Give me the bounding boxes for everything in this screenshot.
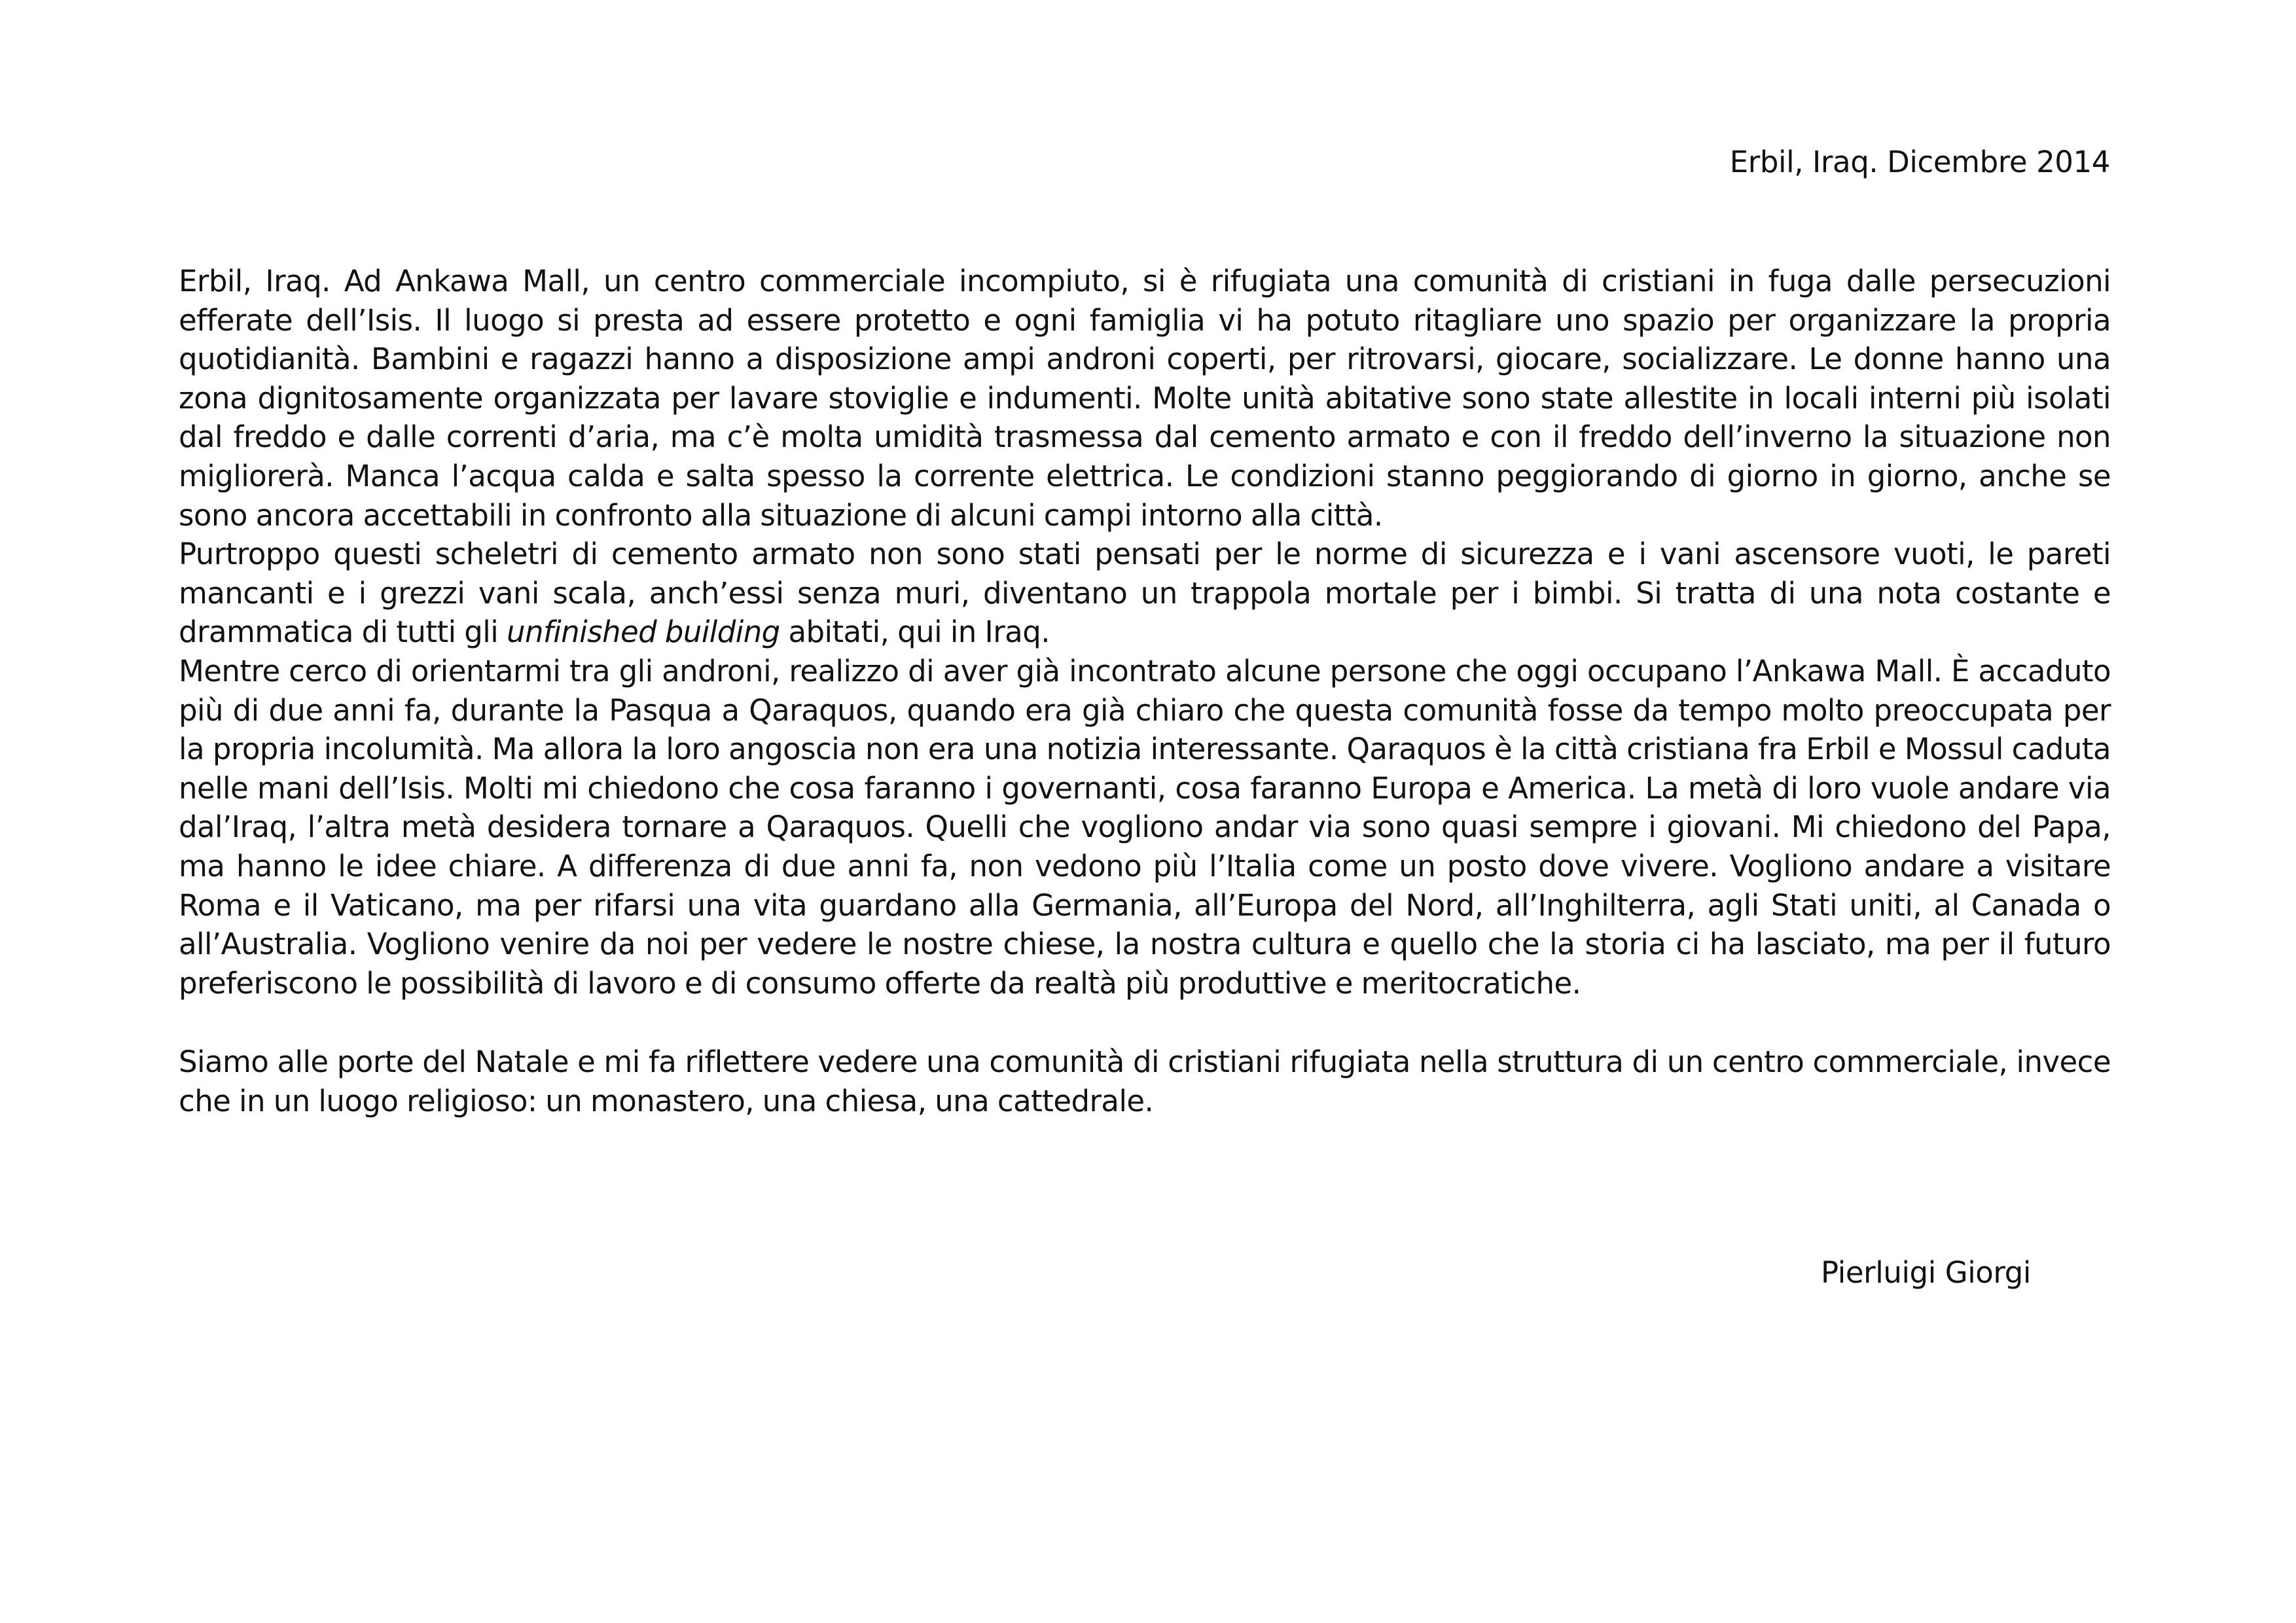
paragraph-2: [179, 535, 2111, 652]
paragraph-1: Erbil, Iraq. Ad Ankawa Mall, un centro commerciale incompiuto, si è rifugiata una comunità di cristiani in fuga dalle persecuzioni efferate dell’Isis. Il luogo si presta ad essere protetto e ogni famiglia vi ha potuto ritagliare uno spazio per organizzare la propria quotidianità. Bambini e ragazzi hanno a disposizione ampi androni coperti, per ritrovarsi, giocare, socializzare. Le donne hanno una zona dignitosamente organizzata per lavare stoviglie e indumenti. Molte unità abitative sono state allestite in locali interni più isolati dal freddo e dalle correnti d’aria, ma c’è molta umidità trasmessa dal cemento armato e con il freddo dell’inverno la situazione non migliorerà. Manca l’acqua calda e salta spesso la corrente elettrica. Le condizioni stanno peggiorando di giorno in giorno, anche se sono ancora accettabili in confronto alla situazione di alcuni campi intorno alla città.: [179, 264, 2111, 533]
article-body: [179, 262, 2111, 1120]
paragraph-2-text-end: abitati, qui in Iraq.: [780, 615, 1050, 650]
paragraph-2-italic-term: unfinished building: [506, 615, 780, 650]
paragraph-2-text-start: Purtroppo questi scheletri di cemento armato non sono stati pensati per le norme di sicurezza e i vani ascensore vuoti, le pareti mancanti e i grezzi vani scala, anch’essi senza muri, diventano un trappola mortale per i bimbi. Si tratta di una nota costante e drammatica di tutti gli: [179, 537, 2111, 650]
paragraph-4: Siamo alle porte del Natale e mi fa riflettere vedere una comunità di cristiani rifugiata nella struttura di un centro commerciale, invece che in un luogo religioso: un monastero, una chiesa, una cattedrale.: [179, 1044, 2111, 1118]
author-signature: Pierluigi Giorgi: [1820, 1255, 2031, 1290]
paragraph-3: Mentre cerco di orientarmi tra gli androni, realizzo di aver già incontrato alcune persone che oggi occupano l’Ankawa Mall. È accaduto più di due anni fa, durante la Pasqua a Qaraquos, quando era già chiaro che questa comunità fosse da tempo molto preoccupata per la propria incolumità. Ma allora la loro angoscia non era una notizia interessante. Qaraquos è la città cristiana fra Erbil e Mossul caduta nelle mani dell’Isis. Molti mi chiedono che cosa faranno i governanti, cosa faranno Europa e America. La metà di loro vuole andare via dal’Iraq, l’altra metà desidera tornare a Qaraquos. Quelli che vogliono andar via sono quasi sempre i giovani. Mi chiedono del Papa, ma hanno le idee chiare. A differenza di due anni fa, non vedono più l’Italia come un posto dove vivere. Vogliono andare a visitare Roma e il Vaticano, ma per rifarsi una vita guardano alla Germania, all’Europa del Nord, all’Inghilterra, agli Stati uniti, al Canada o all’Australia. Vogliono venire da noi per vedere le nostre chiese, la nostra cultura e quello che la storia ci ha lasciato, ma per il futuro preferiscono le possibilità di lavoro e di consumo offerte da realtà più produttive e meritocratiche.: [179, 653, 2111, 1001]
dateline: Erbil, Iraq. Dicembre 2014: [1729, 145, 2110, 179]
